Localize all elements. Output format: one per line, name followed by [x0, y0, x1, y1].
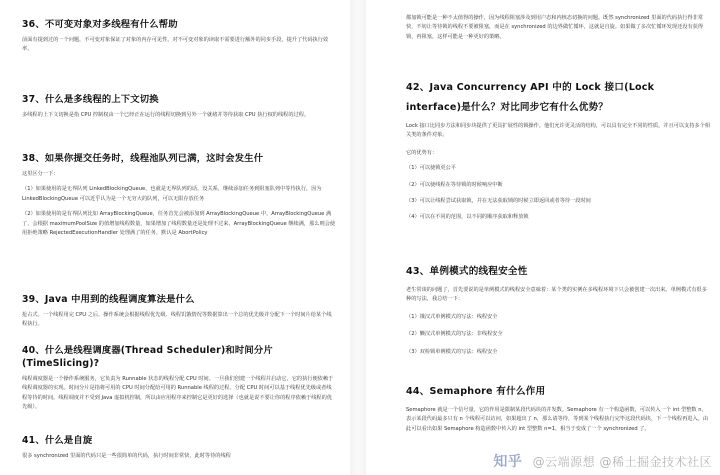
watermark: [493, 451, 712, 471]
section-title: 42、Java Concurrency API 中的 Lock 接口(Lock interface)是什么？对比同步它有什么优势？: [406, 82, 655, 113]
section-body: 老生常谈的问题了，首先要说的是单例模式的线程安全意味着：某个类的实例在多线程环境下只会被创建一次出来。单例模式有很多种的写法，我总结一下：: [406, 287, 707, 303]
list-item: （2）可以使线程在等待锁的时候响应中断: [406, 181, 503, 188]
section-intro: 这里区分一下：: [22, 171, 59, 177]
section-title: 43、单例模式的线程安全性: [406, 266, 528, 277]
section-37: [22, 93, 336, 120]
list-item: （3）双检锁单例模式的写法：线程安全: [406, 348, 498, 355]
section-title: 37、什么是多线程的上下文切换: [22, 94, 159, 105]
section-title: 38、如果你提交任务时，线程池队列已满，这时会发生什: [22, 153, 264, 164]
list-item: （4）可以在不同的范围，以不同的顺序获取和释放锁: [406, 214, 529, 221]
section-36: [22, 18, 336, 55]
list-item: （1）饿汉式单例模式的写法：线程安全: [406, 313, 498, 320]
section-body: 前面有提到过的一个问题，不可变对象保证了对象的内存可见性，对不可变对象的读取不需要进行额外的同步手段，提升了代码执行效率。: [22, 37, 329, 53]
section-body: Lock 接口比同步方法和同步块提供了更具扩展性的锁操作。他们允许更灵活的结构，可以具有完全不同的性质，并且可以支持多个相关类的条件对象。: [406, 123, 710, 139]
left-page: [0, 0, 350, 475]
section-title: 36、不可变对象对多线程有什么帮助: [22, 19, 178, 30]
section-paragraph: （2）如果使用的是有界队列比如 ArrayBlockingQueue，任务首先会被添加到 ArrayBlockingQueue 中，ArrayBlockingQueue 满了，会根据 maximumPoolSize 的值增加线程数量，如果增加了线程数量还是处理不过来，ArrayBlockingQueue 继续满，那么则会使用拒绝策略 RejectedExecutionHandler 处理满了的任务，默认是 AbortPolicy: [22, 211, 336, 237]
section-44: [406, 382, 710, 434]
section-title: 39、Java 中用到的线程调度算法是什么: [22, 294, 195, 305]
section-42: [406, 78, 710, 223]
page-gutter: [350, 0, 366, 475]
singleton-list: [406, 313, 710, 357]
list-item: （3）可以让线程尝试获取锁，并在无法获取锁的时候立即返回或者等待一段时间: [406, 198, 591, 205]
zhihu-logo: 知乎: [493, 454, 523, 470]
section-43: [406, 262, 710, 357]
section-title: 41、什么是自旋: [22, 435, 93, 446]
list-item: （1）可以使锁更公平: [406, 165, 456, 172]
section-title: 40、什么是线程调度器(Thread Scheduler)和时间分片(TimeSlicing)?: [22, 345, 273, 369]
section-body: 多线程的上下文切换是指 CPU 控制权由一个已经正在运行的线程切换到另外一个就绪并等待获取 CPU 执行权的线程的过程。: [22, 112, 310, 118]
section-39: [22, 293, 336, 330]
section-41-continued: [406, 14, 710, 42]
section-body: 都加锁可能是一种不太值得的操作，因为线程阻塞涉及到用户态和内核态切换的问题。既然 synchronized 里面的代码执行得非常快，不妨让等待锁的线程不要被阻塞，而是在 synchronized 的边界做忙循环，这就是自旋。如果做了多次忙循环发现还没有获得锁，再阻塞，这样可能是一种更好的策略。: [406, 15, 704, 40]
section-41: [22, 434, 336, 461]
watermark-text: @云端源想 @稀土掘金技术社区: [532, 455, 712, 469]
section-body: 抢占式。一个线程用完 CPU 之后，操作系统会根据线程优先级、线程饥饿情况等数据算出一个总的优先级并分配下一个时间片给某个线程执行。: [22, 312, 332, 328]
section-40: [22, 344, 336, 413]
section-38: [22, 152, 336, 238]
right-page: [366, 0, 720, 475]
advantages-label: 它的优势有：: [406, 149, 438, 156]
section-body: Semaphore 就是一个信号量，它的作用是限制某段代码块的并发数。Semaphore 有一个构造函数，可以传入一个 int 型整数 n，表示某段代码最多只有 n 个线程可以访问，如果超出了 n，那么请等待，等到某个线程执行完毕这段代码块，下一个线程再进入。由此可以看出如果 Semaphore 构造函数中传入的 int 型整数 n=1，相当于变成了一个 synchronized 了。: [406, 407, 709, 432]
section-title: 44、Semaphore 有什么作用: [406, 386, 546, 397]
list-item: （2）懒汉式单例模式的写法：非线程安全: [406, 331, 503, 338]
advantages-list: [406, 164, 710, 223]
section-body: 线程调度器是一个操作系统服务，它负责为 Runnable 状态的线程分配 CPU 时间。一旦我们创建一个线程并启动它，它的执行便依赖于线程调度器的实现。时间分片是指将可用的 CPU 时间分配给可用的 Runnable 线程的过程。分配 CPU 时间可以基于线程优先级或者线程等待的时间。线程调度并不受到 Java 虚拟机控制，所以由应用程序来控制它是更好的选择（也就是说不要让你的程序依赖于线程的优先级）。: [22, 376, 334, 411]
section-body: 很多 synchronized 里面的代码只是一些很简单的代码，执行时间非常快，此时等待的线程: [22, 453, 231, 459]
section-paragraph: （1）如果使用的是无界队列 LinkedBlockingQueue，也就是无界队列的话，没关系，继续添加任务到阻塞队列中等待执行，因为 LinkedBlockingQueue 可以近乎认为是一个无穷大的队列，可以无限存放任务: [22, 186, 322, 202]
